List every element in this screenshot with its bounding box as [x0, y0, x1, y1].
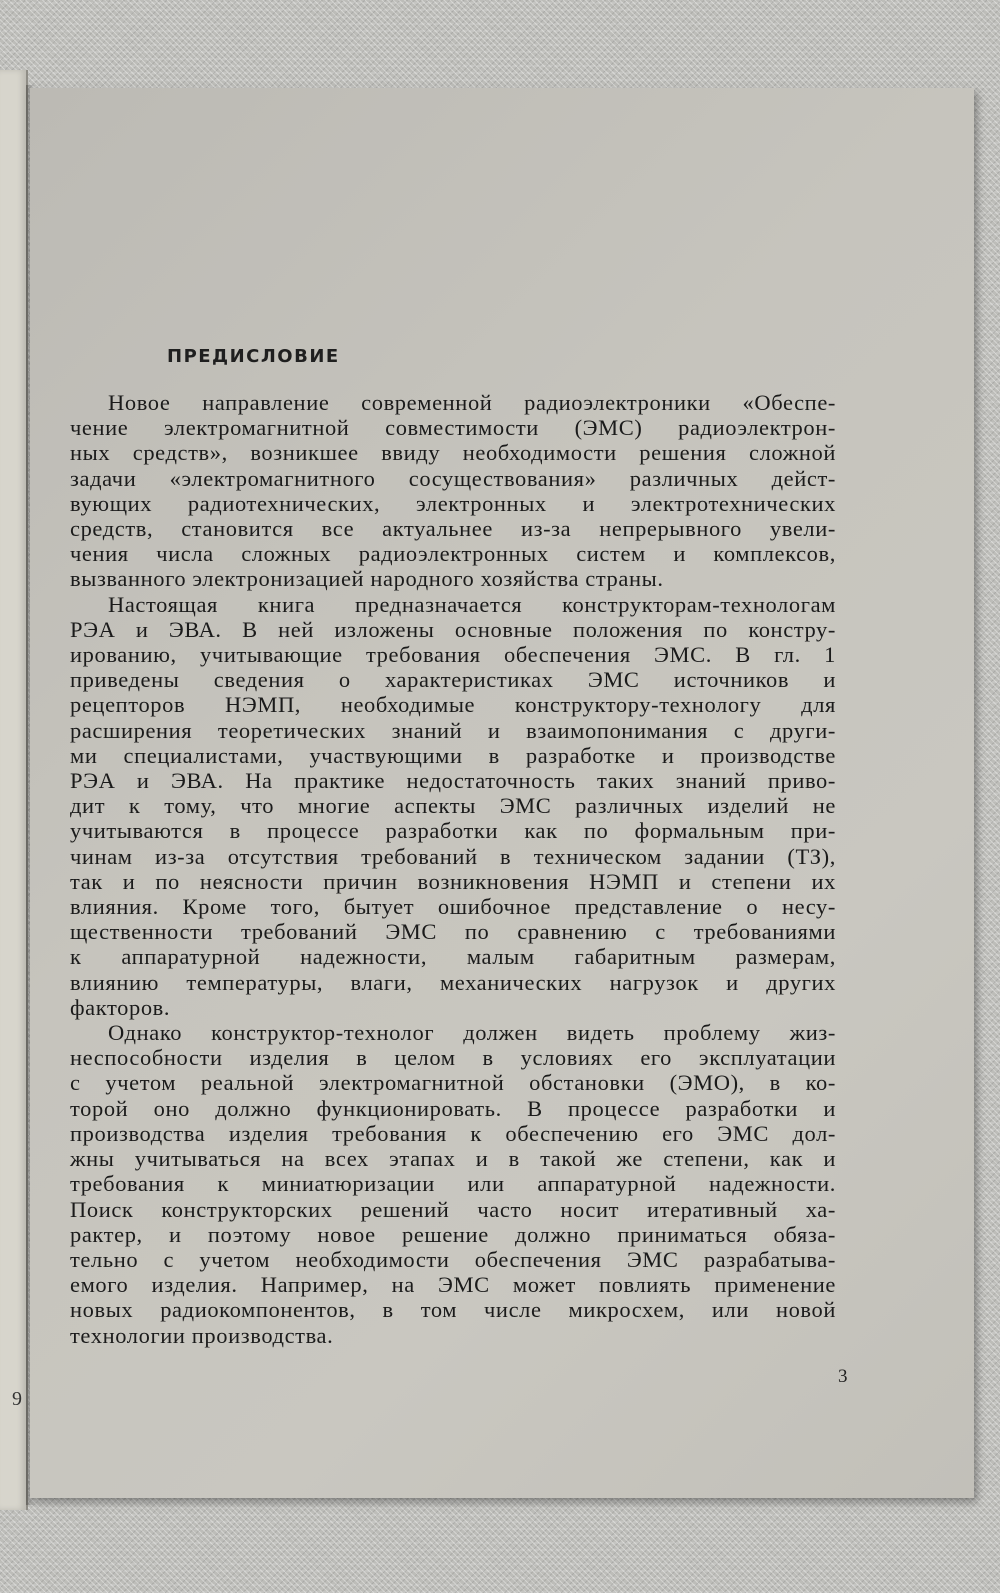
text-line: факторов.: [70, 994, 171, 1020]
book-page: [30, 88, 974, 1498]
text-line: с учетом реальной электромагнитной обстановки (ЭМО), в ко-: [70, 1070, 836, 1096]
text-line: приведены сведения о характеристиках ЭМС источников и: [70, 667, 836, 693]
facing-page-fragment: 9: [12, 1388, 22, 1410]
facing-page-edge: [0, 70, 28, 1510]
text-line: вызванного электронизацией народного хозяйства страны.: [70, 566, 664, 592]
text-line: к аппаратурной надежности, малым габаритным размерам,: [70, 944, 836, 970]
text-line: емого изделия. Например, на ЭМС может повлиять применение: [70, 1272, 836, 1298]
text-line: дит к тому, что многие аспекты ЭМС различных изделий не: [70, 793, 836, 819]
text-line: учитываются в процессе разработки как по формальным при-: [70, 818, 836, 844]
text-line: Новое направление современной радиоэлектроники «Обеспе-: [108, 390, 836, 415]
text-line: влияния. Кроме того, бытует ошибочное представление о несу-: [70, 894, 836, 920]
text-line: рактер, и поэтому новое решение должно приниматься обяза-: [70, 1221, 836, 1247]
text-line: щественности требований ЭМС по сравнению с требованиями: [70, 919, 836, 945]
paragraph-3: [70, 1020, 836, 1348]
text-line: технологии производства.: [70, 1322, 334, 1348]
text-line: так и по неясности причин возникновения НЭМП и степени их: [70, 868, 836, 894]
paragraph-2: [70, 592, 836, 1020]
text-line: РЭА и ЭВА. На практике недостаточность таких знаний приво-: [70, 768, 836, 794]
text-line: требования к миниатюризации или аппаратурной надежности.: [70, 1171, 836, 1197]
text-line: тельно с учетом необходимости обеспечения ЭМС разрабатыва-: [70, 1246, 836, 1272]
text-line: ных средств», возникшее ввиду необходимости решения сложной: [70, 440, 836, 466]
text-line: Настоящая книга предназначается конструкторам-технологам: [108, 591, 836, 617]
text-line: ми специалистами, участвующими в разработке и производстве: [70, 742, 836, 768]
body-text: [70, 390, 836, 1348]
text-line: торой оно должно функционировать. В процессе разработки и: [70, 1095, 836, 1121]
text-line: неспособности изделия в целом в условиях его эксплуатации: [70, 1045, 836, 1071]
text-line: производства изделия требования к обеспечению его ЭМС дол-: [70, 1120, 836, 1146]
text-line: чения числа сложных радиоэлектронных систем и комплексов,: [70, 541, 836, 567]
page-number: 3: [838, 1366, 848, 1387]
text-line: новых радиокомпонентов, в том числе микросхем, или новой: [70, 1297, 836, 1323]
text-line: расширения теоретических знаний и взаимопонимания с други-: [70, 717, 836, 743]
text-line: ированию, учитывающие требования обеспечения ЭМС. В гл. 1: [70, 642, 836, 668]
text-line: чение электромагнитной совместимости (ЭМС) радиоэлектрон-: [70, 415, 836, 441]
text-line: Однако конструктор-технолог должен видеть проблему жиз-: [108, 1020, 836, 1046]
text-line: вующих радиотехнических, электронных и электротехнических: [70, 490, 836, 516]
text-line: влиянию температуры, влаги, механических нагрузок и других: [70, 969, 836, 995]
text-line: задачи «электромагнитного сосуществования» различных дейст-: [70, 465, 836, 491]
text-line: РЭА и ЭВА. В ней изложены основные положения по констру-: [70, 616, 836, 642]
paragraph-1: [70, 390, 836, 592]
text-line: чинам из-за отсутствия требований в техническом задании (ТЗ),: [70, 843, 836, 869]
text-line: средств, становится все актуальнее из-за непрерывного увели-: [70, 516, 836, 542]
text-line: Поиск конструкторских решений часто носит итеративный ха-: [70, 1196, 836, 1222]
page-heading: ПРЕДИСЛОВИЕ: [167, 346, 340, 367]
text-line: жны учитываться на всех этапах и в такой же степени, как и: [70, 1146, 836, 1172]
text-line: рецепторов НЭМП, необходимые конструктору-технологу для: [70, 692, 836, 718]
